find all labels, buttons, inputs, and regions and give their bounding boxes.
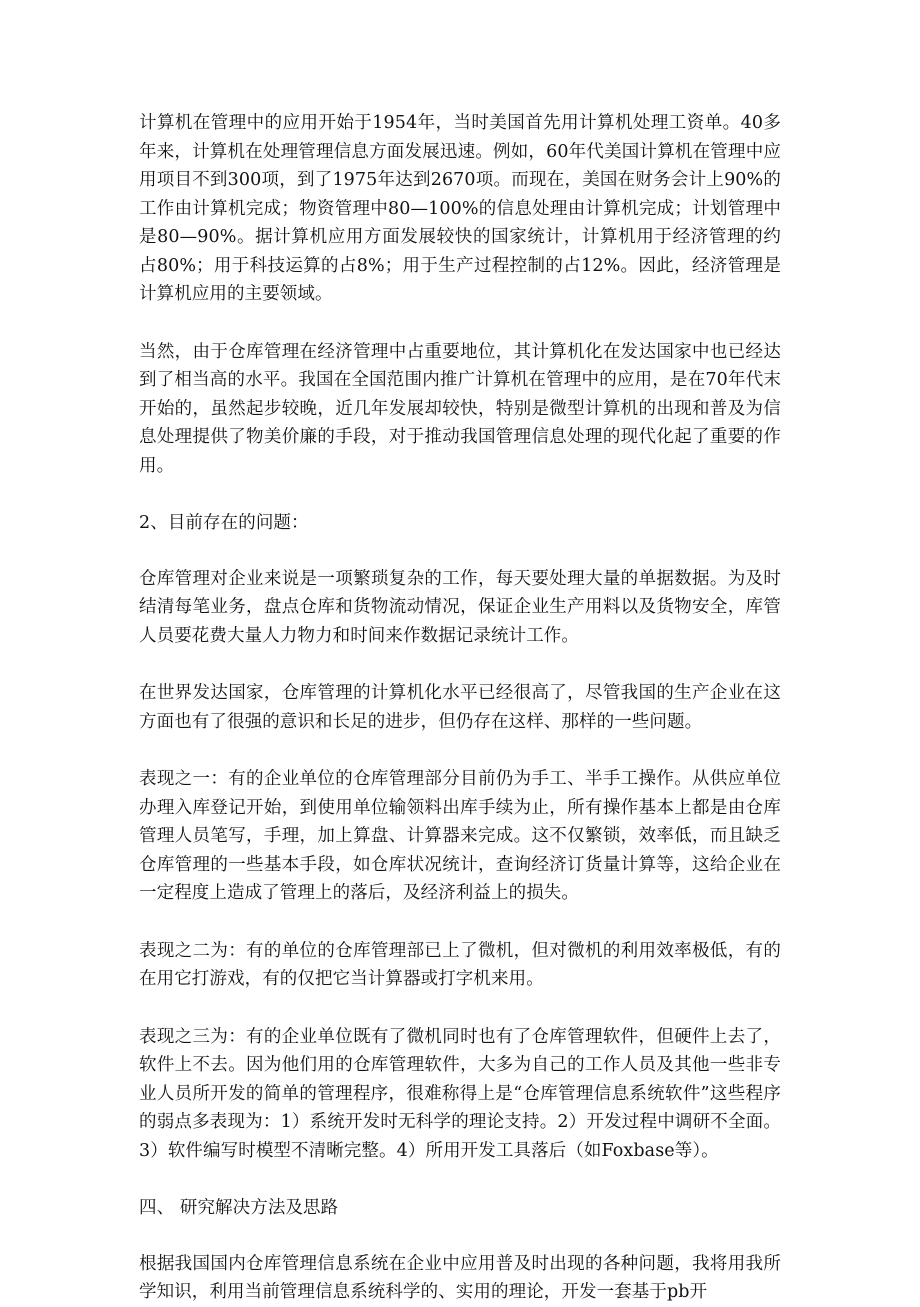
paragraph-warehouse-workload: 仓库管理对企业来说是一项繁琐复杂的工作，每天要处理大量的单据数据。为及时结清每笔业务，盘点仓库和货物流动情况，保证企业生产用料以及货物安全，库管人员要花费大量人力物力和时间来作数据记录统计工作。 [139,568,781,646]
section-heading-solution: 四、 研究解决方法及思路 [139,1198,339,1218]
paragraph-computer-history: 计算机在管理中的应用开始于1954年，当时美国首先用计算机处理工资单。40多年来，计算机在处理管理信息方面发展迅速。例如，60年代美国计算机在管理中应用项目不到300项，到了1975年达到2670项。而现在，美国在财务会计上90%的工作由计算机完成；物资管理中80—100%的信息处理由计算机完成；计划管理中是80—90%。据计算机应用方面发展较快的国家统计，计算机用于经济管理的约占80%；用于科技运算的占8%；用于生产过程控制的占12%。因此，经济管理是计算机应用的主要领域。 [139,113,781,304]
paragraph-problem-one: 表现之一：有的企业单位的仓库管理部分目前仍为手工、半手工操作。从供应单位办理入库登记开始，到使用单位输领料出库手续为止，所有操作基本上都是由仓库管理人员笔写，手理，加上算盘、计算器来完成。这不仅繁锁，效率低，而且缺乏仓库管理的一些基本手段，如仓库状况统计，查询经济订货量计算等，这给企业在一定程度上造成了管理上的落后，及经济利益上的损失。 [139,769,781,903]
document-body [139,109,781,1307]
paragraph-developed-countries: 在世界发达国家，仓库管理的计算机化水平已经很高了，尽管我国的生产企业在这方面也有了很强的意识和长足的进步，但仍存在这样、那样的一些问题。 [139,683,781,732]
paragraph-problem-two: 表现之二为：有的单位的仓库管理部已上了微机，但对微机的利用效率极低，有的在用它打游戏，有的仅把它当计算器或打字机来用。 [139,940,781,989]
paragraph-problem-three: 表现之三为：有的企业单位既有了微机同时也有了仓库管理软件，但硬件上去了，软件上不去。因为他们用的仓库管理软件，大多为自己的工作人员及其他一些非专业人员所开发的简单的管理程序，很难称得上是“仓库管理信息系统软件”这些程序的弱点多表现为：1）系统开发时无科学的理论支持。2）开发过程中调研不全面。3）软件编写时模型不清晰完整。4）所用开发工具落后（如Foxbase等）。 [139,1026,781,1161]
paragraph-warehouse-status: 当然，由于仓库管理在经济管理中占重要地位，其计算机化在发达国家中也已经达到了相当高的水平。我国在全国范围内推广计算机在管理中的应用，是在70年代末开始的，虽然起步较晚，近几年发展却较快，特别是微型计算机的出现和普及为信息处理提供了物美价廉的手段，对于推动我国管理信息处理的现代化起了重要的作用。 [139,341,781,476]
paragraph-solution-intro: 根据我国国内仓库管理信息系统在企业中应用普及时出现的各种问题，我将用我所学知识，利用当前管理信息系统科学的、实用的理论，开发一套基于pb开 [139,1253,781,1302]
section-heading-problems: 2、目前存在的问题： [139,513,309,533]
